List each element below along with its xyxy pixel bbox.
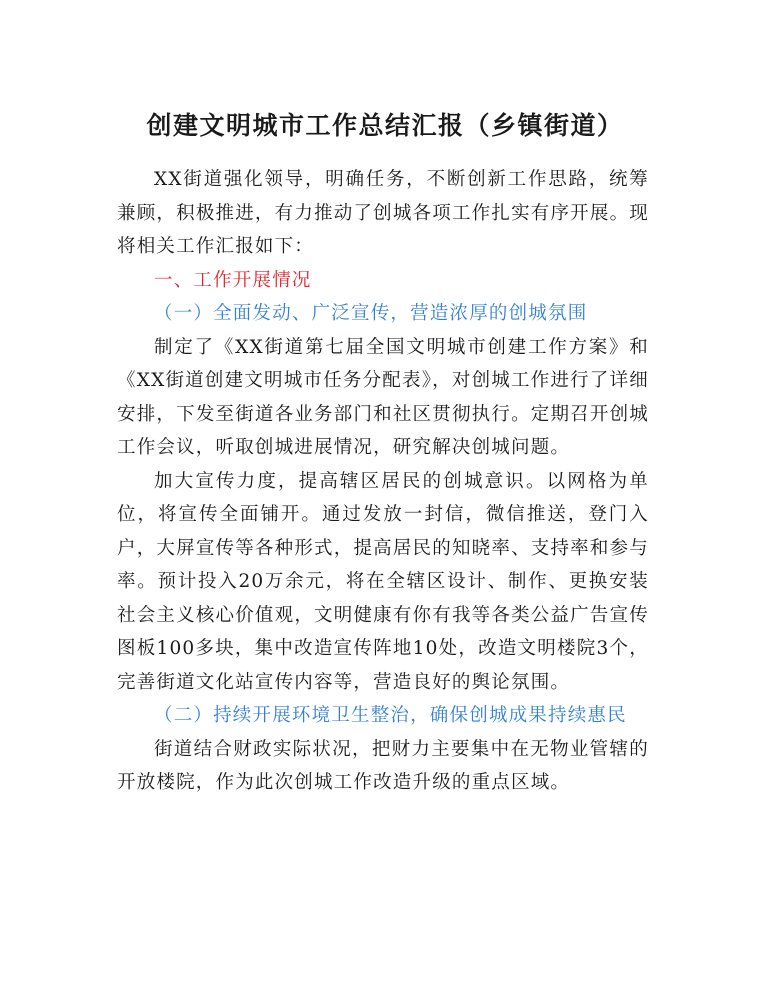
document-body [117, 163, 649, 800]
subsection-1-paragraph-2: 加大宣传力度，提高辖区居民的创城意识。以网格为单位，将宣传全面铺开。通过发放一封信，微信推送，登门入户，大屏宣传等各种形式，提高居民的知晓率、支持率和参与率。预计投入20万余元，将在全辖区设计、制作、更换安装社会主义核心价值观，文明健康有你有我等各类公益广告宣传图板100多块，集中改造宣传阵地10处，改造文明楼院3个，完善街道文化站宣传内容等，营造良好的舆论氛围。 [117, 470, 649, 693]
subsection-1-paragraph-1: 制定了《XX街道第七届全国文明城市创建工作方案》和《XX街道创建文明城市任务分配表》，对创城工作进行了详细安排，下发至街道各业务部门和社区贯彻执行。定期召开创城工作会议，听取创城进展情况，研究解决创城问题。 [117, 336, 649, 458]
subsection-2-paragraph-1: 街道结合财政实际状况，把财力主要集中在无物业管辖的开放楼院，作为此次创城工作改造升级的重点区域。 [117, 738, 649, 793]
intro-paragraph: XX街道强化领导，明确任务，不断创新工作思路，统筹兼顾，积极推进，有力推动了创城各项工作扎实有序开展。现将相关工作汇报如下： [117, 169, 649, 257]
subsection-heading-1: （一）全面发动、广泛宣传，营造浓厚的创城氛围 [154, 303, 588, 324]
section-heading-1: 一、工作开展情况 [154, 269, 312, 291]
subsection-heading-2: （二）持续开展环境卫生整治，确保创城成果持续惠民 [154, 705, 627, 726]
document-title: 创建文明城市工作总结汇报（乡镇街道） [146, 111, 624, 140]
